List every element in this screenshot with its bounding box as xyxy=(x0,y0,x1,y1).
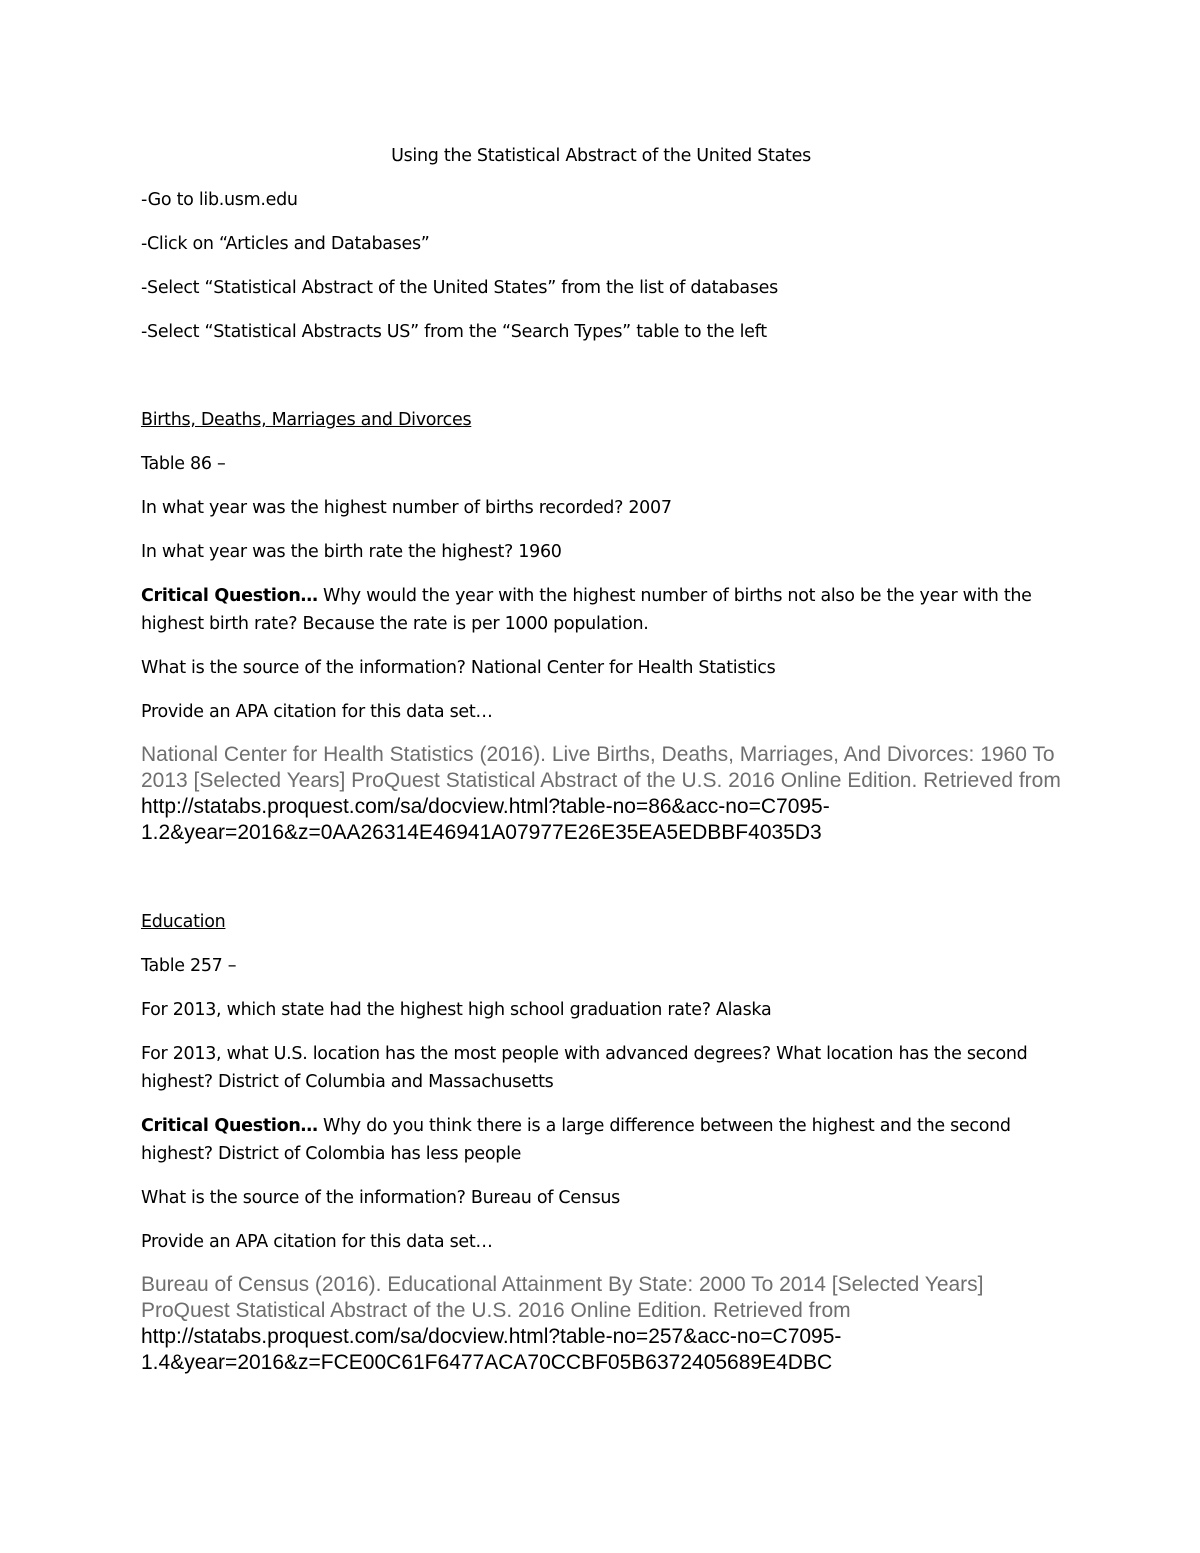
critical-label: Critical Question… xyxy=(141,586,318,606)
citation-url-line-1: http://statabs.proquest.com/sa/docview.html?table-no=257&acc-no=C7095- xyxy=(141,1325,842,1348)
education-heading: Education xyxy=(141,912,226,932)
step-item: -Go to lib.usm.edu xyxy=(141,190,298,210)
document-title: Using the Statistical Abstract of the United States xyxy=(391,146,811,166)
education-source: What is the source of the information? Bureau of Census xyxy=(141,1188,620,1208)
education-table-label: Table 257 – xyxy=(141,956,237,976)
critical-question-text: Why would the year with the highest number of births not also be the year with the highest birth rate? Because the rate is per 1000 population. xyxy=(141,586,1032,634)
births-question-1: In what year was the highest number of births recorded? 2007 xyxy=(141,498,672,518)
education-question-1: For 2013, which state had the highest high school graduation rate? Alaska xyxy=(141,1000,772,1020)
step-item: -Select “Statistical Abstracts US” from the “Search Types” table to the left xyxy=(141,322,767,342)
spacer xyxy=(141,846,1061,908)
education-section xyxy=(141,908,1061,1376)
citation-url-line-1: http://statabs.proquest.com/sa/docview.html?table-no=86&acc-no=C7095- xyxy=(141,795,830,818)
births-apa-prompt: Provide an APA citation for this data set… xyxy=(141,702,493,722)
births-critical-question xyxy=(141,582,1061,638)
citation-text: National Center for Health Statistics (2016). Live Births, Deaths, Marriages, And Divorces: 1960 To 2013 [Selected Years] ProQuest Statistical Abstract of the U.S. 2016 Online Edition. Retrieved from xyxy=(141,743,1061,792)
births-table-label: Table 86 – xyxy=(141,454,226,474)
births-question-2: In what year was the birth rate the highest? 1960 xyxy=(141,542,562,562)
births-heading: Births, Deaths, Marriages and Divorces xyxy=(141,410,472,430)
education-apa-prompt: Provide an APA citation for this data set… xyxy=(141,1232,493,1252)
births-source: What is the source of the information? National Center for Health Statistics xyxy=(141,658,776,678)
critical-question-text: Why do you think there is a large difference between the highest and the second highest? District of Colombia has less people xyxy=(141,1116,1011,1164)
births-section xyxy=(141,406,1061,846)
citation-url-line-2: 1.4&year=2016&z=FCE00C61F6477ACA70CCBF05B6372405689E4DBC xyxy=(141,1351,833,1374)
document-content xyxy=(141,142,1061,1376)
spacer xyxy=(141,362,1061,406)
step-item: -Select “Statistical Abstract of the United States” from the list of databases xyxy=(141,278,778,298)
critical-label: Critical Question… xyxy=(141,1116,318,1136)
step-item: -Click on “Articles and Databases” xyxy=(141,234,430,254)
citation-text: Bureau of Census (2016). Educational Attainment By State: 2000 To 2014 [Selected Years] ProQuest Statistical Abstract of the U.S. 2016 Online Edition. Retrieved from xyxy=(141,1273,984,1322)
education-question-2: For 2013, what U.S. location has the most people with advanced degrees? What location has the second highest? District of Columbia and Massachusetts xyxy=(141,1044,1028,1092)
education-critical-question xyxy=(141,1112,1061,1168)
citation-url-line-2: 1.2&year=2016&z=0AA26314E46941A07977E26E35EA5EDBBF4035D3 xyxy=(141,821,822,844)
education-citation xyxy=(141,1272,1061,1376)
births-citation xyxy=(141,742,1061,846)
